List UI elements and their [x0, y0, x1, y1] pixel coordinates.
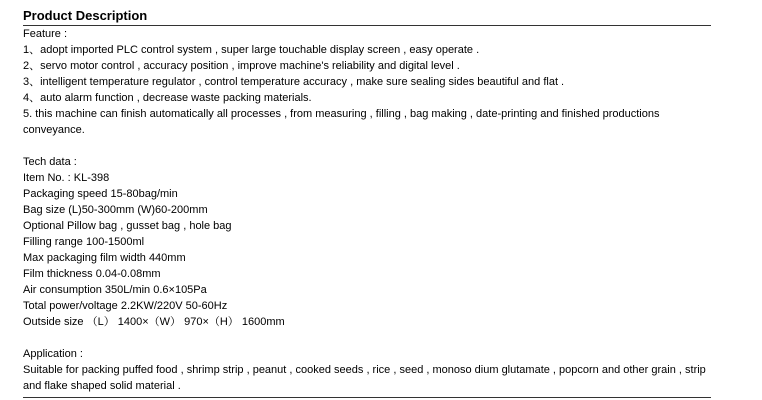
feature-item-3: 3、intelligent temperature regulator , control temperature accuracy , make sure sealing sides beautiful and flat . — [23, 76, 565, 88]
tech-heading: Tech data : — [23, 156, 77, 168]
section-title: Product Description — [23, 8, 711, 26]
tech-speed: Packaging speed 15-80bag/min — [23, 188, 178, 200]
application-heading: Application : — [23, 348, 83, 360]
tech-film-thickness: Film thickness 0.04-0.08mm — [23, 268, 161, 280]
tech-bag-options: Optional Pillow bag , gusset bag , hole bag — [23, 220, 232, 232]
feature-item-1: 1、adopt imported PLC control system , super large touchable display screen , easy operate . — [23, 44, 480, 56]
spacer — [23, 138, 711, 154]
bottom-divider — [23, 397, 711, 398]
spacer — [23, 330, 711, 346]
tech-filling-range: Filling range 100-1500ml — [23, 236, 145, 248]
tech-item-no: Item No. : KL-398 — [23, 172, 110, 184]
feature-item-2: 2、servo motor control , accuracy position , improve machine's reliability and digital level . — [23, 60, 460, 72]
tech-air-consumption: Air consumption 350L/min 0.6×105Pa — [23, 284, 207, 296]
tech-bag-size: Bag size (L)50-300mm (W)60-200mm — [23, 204, 208, 216]
tech-power: Total power/voltage 2.2KW/220V 50-60Hz — [23, 300, 228, 312]
feature-item-4: 4、auto alarm function , decrease waste packing materials. — [23, 92, 312, 104]
tech-outside-size: Outside size （L） 1400×（W） 970×（H） 1600mm — [23, 316, 285, 328]
feature-item-5: 5. this machine can finish automatically all processes , from measuring , filling , bag making , date-printing and finished productions conveyance. — [23, 108, 660, 136]
feature-heading: Feature : — [23, 28, 68, 40]
product-description — [23, 8, 711, 394]
tech-film-width: Max packaging film width 440mm — [23, 252, 186, 264]
application-text: Suitable for packing puffed food , shrimp strip , peanut , cooked seeds , rice , seed , monoso dium glutamate , popcorn and other grain , strip and flake shaped solid material . — [23, 364, 706, 392]
